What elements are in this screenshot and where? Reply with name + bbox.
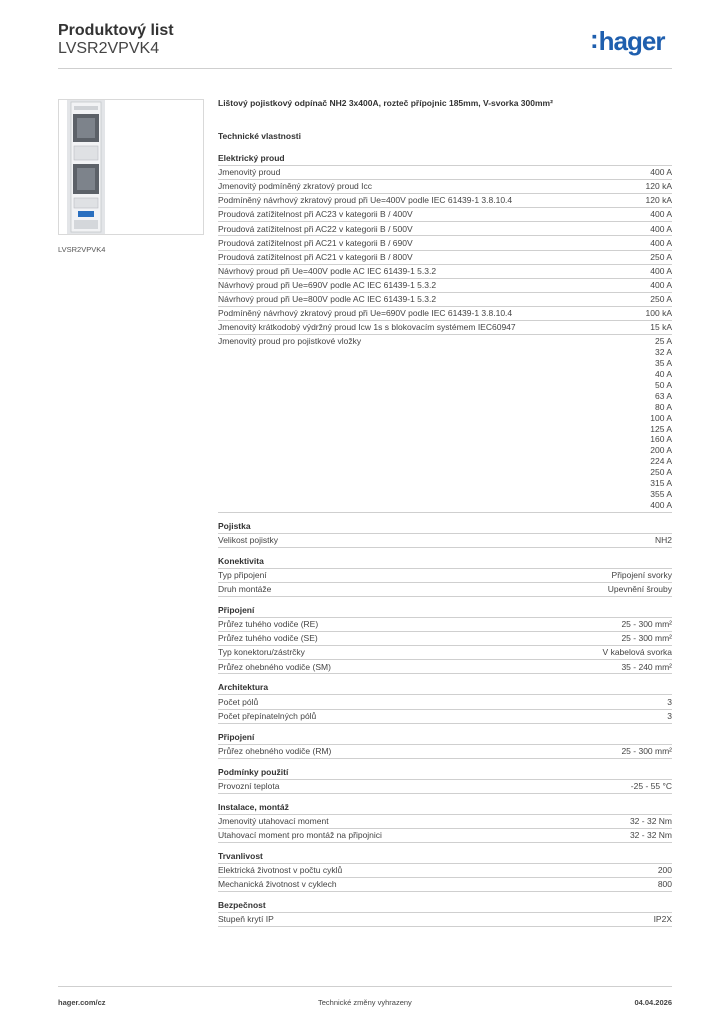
spec-row bbox=[218, 278, 672, 292]
section-divider bbox=[218, 891, 672, 892]
spec-label: Stupeň krytí IP bbox=[218, 914, 274, 925]
spec-label: Počet pólů bbox=[218, 696, 259, 707]
brand-logo bbox=[590, 26, 664, 57]
spec-label: Proudová zatížitelnost při AC21 v kategorii B / 800V bbox=[218, 251, 413, 262]
spec-value: 250 A bbox=[650, 294, 672, 305]
spec-value: 25 - 300 mm² bbox=[621, 619, 672, 630]
section-divider bbox=[218, 512, 672, 513]
spec-value-item: 80 A bbox=[654, 401, 672, 412]
spec-row bbox=[218, 744, 672, 758]
spec-value: Připojení svorky bbox=[611, 570, 672, 581]
spec-row bbox=[218, 320, 672, 334]
spec-value: 400 A bbox=[650, 265, 672, 276]
spec-label: Velikost pojistky bbox=[218, 535, 278, 545]
section-divider bbox=[218, 547, 672, 548]
section-heading: Pojistka bbox=[218, 520, 251, 531]
spec-value: 25 - 300 mm² bbox=[621, 633, 672, 644]
footer-notice: Technické změny vyhrazeny bbox=[318, 998, 412, 1007]
spec-value: 200 bbox=[657, 865, 672, 876]
spec-row bbox=[218, 779, 672, 793]
spec-value: NH2 bbox=[654, 535, 672, 545]
spec-label: Jmenovitý proud pro pojistkové vložky bbox=[218, 336, 362, 347]
spec-row bbox=[218, 645, 672, 659]
product-image bbox=[58, 99, 204, 235]
spec-value: 3 bbox=[667, 710, 672, 721]
spec-value-item: 160 A bbox=[650, 434, 672, 445]
section-heading: Architektura bbox=[218, 682, 269, 693]
spec-label: Proudová zatížitelnost při AC21 v kategorii B / 690V bbox=[218, 237, 413, 248]
spec-row bbox=[218, 179, 672, 193]
spec-row bbox=[218, 235, 672, 249]
spec-row bbox=[218, 533, 672, 547]
spec-row bbox=[218, 709, 672, 723]
spec-value: 800 bbox=[657, 879, 672, 890]
spec-row bbox=[218, 568, 672, 582]
spec-label: Průřez ohebného vodiče (SM) bbox=[218, 661, 331, 672]
section-divider bbox=[218, 723, 672, 724]
product-description: Lištový pojistkový odpínač NH2 3x400A, rozteč přípojnic 185mm, V-svorka 300mm² bbox=[218, 98, 553, 108]
section-heading: Instalace, montáž bbox=[218, 801, 289, 812]
spec-value: 400 A bbox=[650, 209, 672, 220]
image-caption: LVSR2VPVK4 bbox=[58, 245, 106, 254]
spec-value-item: 125 A bbox=[650, 423, 672, 434]
spec-value-item: 355 A bbox=[650, 489, 672, 499]
spec-row bbox=[218, 306, 672, 320]
spec-row bbox=[218, 912, 672, 926]
spec-value-item: 315 A bbox=[650, 478, 672, 489]
spec-value-item: 200 A bbox=[650, 445, 672, 456]
spec-label: Provozní teplota bbox=[218, 780, 280, 791]
spec-label: Počet přepínatelných pólů bbox=[218, 710, 317, 721]
spec-value: 35 - 240 mm² bbox=[621, 661, 672, 672]
spec-value: 400 A bbox=[650, 223, 672, 234]
spec-row bbox=[218, 863, 672, 877]
spec-label: Typ konektoru/zástrčky bbox=[218, 647, 305, 658]
spec-row bbox=[218, 877, 672, 891]
spec-value-item: 100 A bbox=[650, 412, 672, 423]
footer-website[interactable]: hager.com/cz bbox=[58, 998, 106, 1007]
spec-value-item: 40 A bbox=[654, 369, 672, 380]
spec-value-item: 224 A bbox=[650, 456, 672, 467]
spec-value: 32 - 32 Nm bbox=[629, 816, 672, 827]
spec-value-item: 25 A bbox=[654, 336, 672, 347]
spec-row bbox=[218, 659, 672, 673]
section-divider bbox=[218, 793, 672, 794]
spec-value: 120 kA bbox=[645, 181, 672, 192]
section-heading: Trvanlivost bbox=[218, 851, 263, 862]
spec-value: 400 A bbox=[650, 167, 672, 178]
footer-date: 04.04.2026 bbox=[634, 998, 672, 1007]
spec-row bbox=[218, 264, 672, 278]
spec-row bbox=[218, 631, 672, 645]
spec-row bbox=[218, 250, 672, 264]
spec-value: 250 A bbox=[650, 251, 672, 262]
fuse-switch-illustration bbox=[59, 100, 203, 234]
spec-value-item: 32 A bbox=[654, 347, 672, 358]
spec-label: Elektrická životnost v počtu cyklů bbox=[218, 865, 343, 876]
section-divider bbox=[218, 596, 672, 597]
spec-value-item: 50 A bbox=[654, 379, 672, 390]
product-code: LVSR2VPVK4 bbox=[58, 40, 160, 57]
tech-properties-heading: Technické vlastnosti bbox=[218, 131, 301, 141]
spec-value: 32 - 32 Nm bbox=[629, 830, 672, 841]
spec-label: Utahovací moment pro montáž na připojnici bbox=[218, 830, 382, 841]
spec-row bbox=[218, 814, 672, 828]
logo-colon-mark: : bbox=[590, 24, 598, 54]
section-heading: Podmínky použití bbox=[218, 766, 289, 777]
spec-label: Návrhový proud při Ue=800V podle AC IEC 61439-1 5.3.2 bbox=[218, 294, 437, 305]
spec-sections bbox=[218, 151, 672, 927]
section-heading: Elektrický proud bbox=[218, 153, 285, 163]
section-divider bbox=[218, 926, 672, 927]
spec-row bbox=[218, 828, 672, 842]
spec-row bbox=[218, 165, 672, 179]
spec-row bbox=[218, 694, 672, 708]
spec-row bbox=[218, 221, 672, 235]
logo-wordmark: hager bbox=[598, 26, 665, 56]
spec-row bbox=[218, 207, 672, 221]
spec-label: Podmíněný návrhový zkratový proud při Ue=400V podle IEC 61439-1 3.8.10.4 bbox=[218, 195, 513, 206]
spec-label: Proudová zatížitelnost při AC23 v kategorii B / 400V bbox=[218, 209, 413, 220]
page-title: Produktový list bbox=[58, 22, 174, 39]
spec-label: Podmíněný návrhový zkratový proud při Ue=690V podle IEC 61439-1 3.8.10.4 bbox=[218, 308, 513, 319]
spec-label: Návrhový proud při Ue=690V podle AC IEC 61439-1 5.3.2 bbox=[218, 279, 437, 290]
footer-divider bbox=[58, 986, 672, 987]
section-divider bbox=[218, 673, 672, 674]
spec-value: V kabelová svorka bbox=[602, 647, 672, 658]
spec-value-item: 400 A bbox=[650, 499, 672, 510]
spec-row bbox=[218, 292, 672, 306]
spec-label: Průřez ohebného vodiče (RM) bbox=[218, 745, 332, 756]
spec-label: Průřez tuhého vodiče (RE) bbox=[218, 619, 319, 630]
spec-value-item: 250 A bbox=[650, 467, 672, 478]
spec-label: Jmenovitý podmíněný zkratový proud Icc bbox=[218, 181, 373, 192]
spec-label: Jmenovitý utahovací moment bbox=[218, 816, 329, 827]
spec-value: Upevnění šrouby bbox=[607, 584, 672, 595]
spec-label: Mechanická životnost v cyklech bbox=[218, 879, 337, 890]
spec-value: 100 kA bbox=[645, 308, 672, 319]
spec-value: 120 kA bbox=[645, 195, 672, 206]
spec-label: Jmenovitý krátkodobý výdržný proud Icw 1s s blokovacím systémem IEC60947 bbox=[218, 322, 516, 333]
spec-value: 400 A bbox=[650, 237, 672, 248]
spec-content bbox=[218, 96, 672, 927]
section-heading: Konektivita bbox=[218, 555, 264, 566]
header-divider bbox=[58, 68, 672, 69]
spec-value-item: 35 A bbox=[654, 358, 672, 369]
spec-row bbox=[218, 582, 672, 596]
section-divider bbox=[218, 842, 672, 843]
spec-label: Návrhový proud při Ue=400V podle AC IEC 61439-1 5.3.2 bbox=[218, 265, 437, 276]
spec-row bbox=[218, 617, 672, 631]
spec-row-multi bbox=[218, 334, 672, 512]
spec-row bbox=[218, 193, 672, 207]
spec-value: 15 kA bbox=[650, 322, 672, 333]
spec-value: 3 bbox=[667, 696, 672, 707]
spec-label: Druh montáže bbox=[218, 584, 272, 595]
spec-label: Jmenovitý proud bbox=[218, 167, 281, 178]
spec-value: 25 - 300 mm² bbox=[621, 745, 672, 756]
spec-value: 400 A bbox=[650, 279, 672, 290]
spec-value: IP2X bbox=[653, 914, 672, 925]
spec-label: Průřez tuhého vodiče (SE) bbox=[218, 633, 318, 644]
spec-value-list bbox=[650, 336, 672, 511]
section-divider bbox=[218, 758, 672, 759]
spec-label: Proudová zatížitelnost při AC22 v kategorii B / 500V bbox=[218, 223, 413, 234]
section-heading: Připojení bbox=[218, 605, 255, 616]
section-heading: Připojení bbox=[218, 731, 255, 742]
section-heading: Bezpečnost bbox=[218, 900, 266, 911]
spec-value-item: 63 A bbox=[654, 390, 672, 401]
spec-value: -25 - 55 °C bbox=[630, 780, 672, 791]
spec-label: Typ připojení bbox=[218, 570, 267, 581]
